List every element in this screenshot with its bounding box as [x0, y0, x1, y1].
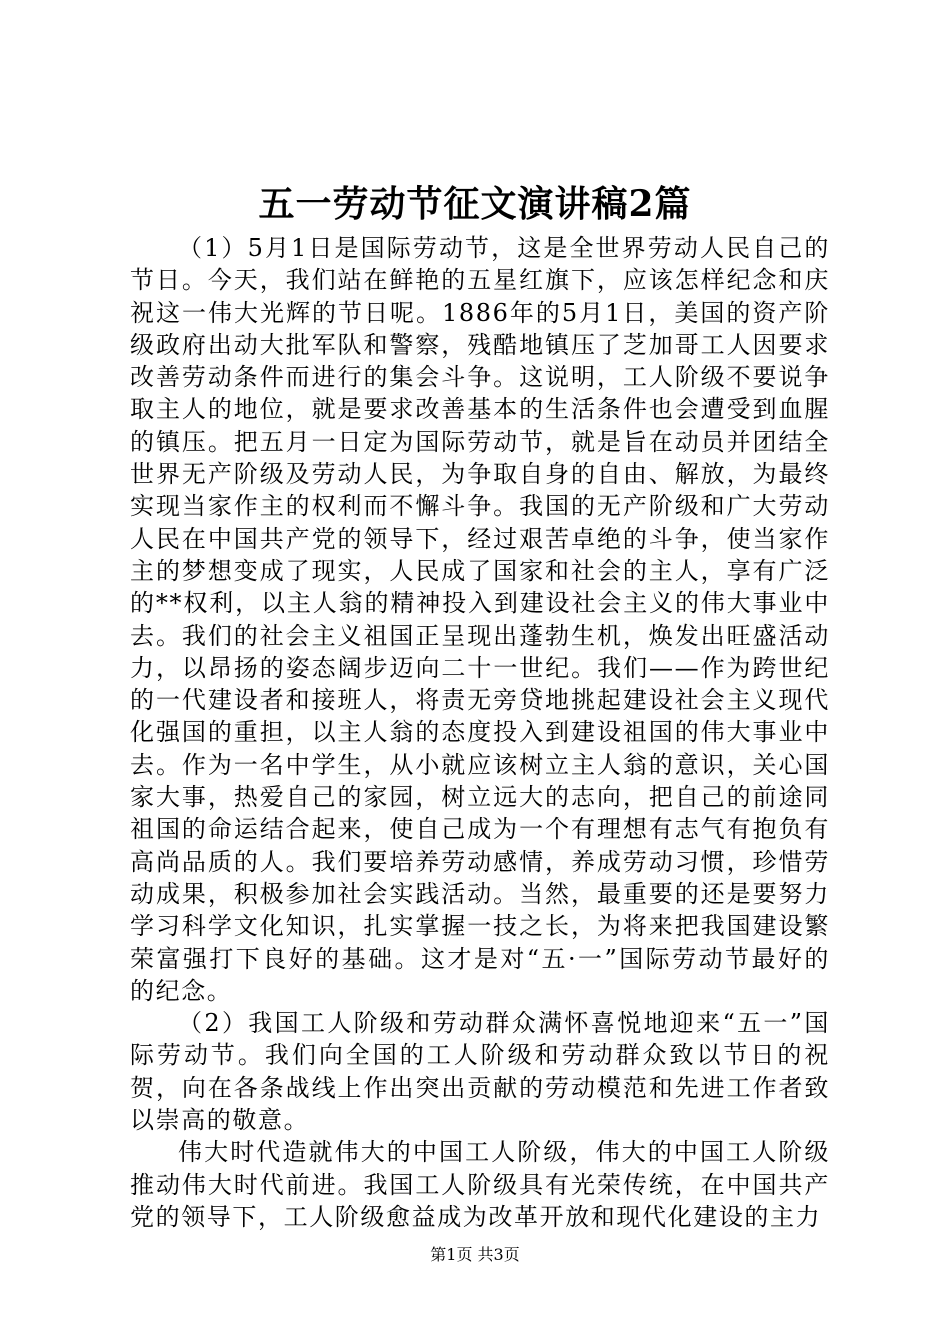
- paragraph-3: 伟大时代造就伟大的中国工人阶级，伟大的中国工人阶级推动伟大时代前进。我国工人阶级具有光荣传统，在中国共产党的领导下，工人阶级愈益成为改革开放和现代化建设的主力: [130, 1138, 830, 1231]
- paragraph-2: （2）我国工人阶级和劳动群众满怀喜悦地迎来“五一”国际劳动节。我们向全国的工人阶级和劳动群众致以节日的祝贺，向在各条战线上作出突出贡献的劳动模范和先进工作者致以崇高的敬意。: [130, 1009, 830, 1135]
- document-title: 五一劳动节征文演讲稿2篇: [258, 183, 692, 225]
- document-body: [130, 232, 830, 1233]
- page-footer: 第1页 共3页: [430, 1245, 520, 1264]
- paragraph-1: （1）5月1日是国际劳动节，这是全世界劳动人民自己的节日。今天，我们站在鲜艳的五星红旗下，应该怎样纪念和庆祝这一伟大光辉的节日呢。1886年的5月1日，美国的资产阶级政府出动大批军队和警察，残酷地镇压了芝加哥工人因要求改善劳动条件而进行的集会斗争。这说明，工人阶级不要说争取主人的地位，就是要求改善基本的生活条件也会遭受到血腥的镇压。把五月一日定为国际劳动节，就是旨在动员并团结全世界无产阶级及劳动人民，为争取自身的自由、解放，为最终实现当家作主的权利而不懈斗争。我国的无产阶级和广大劳动人民在中国共产党的领导下，经过艰苦卓绝的斗争，使当家作主的梦想变成了现实，人民成了国家和社会的主人，享有广泛的**权利，以主人翁的精神投入到建设社会主义的伟大事业中去。我们的社会主义祖国正呈现出蓬勃生机，焕发出旺盛活动力，以昂扬的姿态阔步迈向二十一世纪。我们——作为跨世纪的一代建设者和接班人，将责无旁贷地挑起建设社会主义现代化强国的重担，以主人翁的态度投入到建设祖国的伟大事业中去。作为一名中学生，从小就应该树立主人翁的意识，关心国家大事，热爱自己的家园，树立远大的志向，把自己的前途同祖国的命运结合起来，使自己成为一个有理想有志气有抱负有高尚品质的人。我们要培养劳动感情，养成劳动习惯，珍惜劳动成果，积极参加社会实践活动。当然，最重要的还是要努力学习科学文化知识，扎实掌握一技之长，为将来把我国建设繁荣富强打下良好的基础。这才是对“五·一”国际劳动节最好的的纪念。: [130, 234, 830, 1005]
